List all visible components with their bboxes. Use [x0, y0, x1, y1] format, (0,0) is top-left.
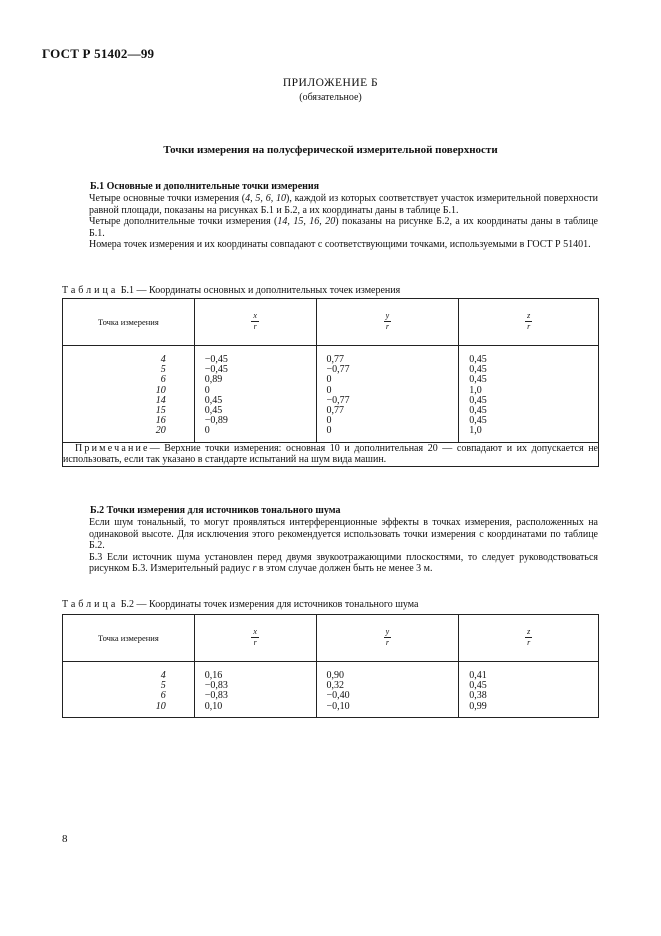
- table-b2-y-cell: 0,90: [326, 670, 345, 681]
- table-b1-point-cell: 6: [160, 374, 166, 386]
- table-b1-x-cell: 0,45: [204, 394, 223, 406]
- table-b1-col-x: $\frac{x}{r}$: [194, 299, 316, 346]
- table-b1-values-row: [63, 346, 599, 443]
- table-b2-header-row: [63, 615, 599, 662]
- table-b2-y-cell: −0,40: [326, 690, 350, 702]
- table-b1-header-row: [63, 299, 599, 346]
- table-b1-col-point: Точка измерения: [63, 299, 195, 346]
- table-b1-point-cell: 16: [155, 415, 166, 427]
- table-b2-col-y: $\frac{y}{r}$: [316, 615, 459, 662]
- section-b1-paragraph-1: Четыре основные точки измерения (4, 5, 6, 10), каждой из которых соответствует участок измерительной поверхности равной площади, показаны на рисунках Б.1 и Б.2, а их координаты даны в таблице Б.1.: [89, 193, 599, 216]
- table-b2-caption: Таблица Б.2 — Координаты точек измерения для источников тонального шума: [62, 599, 419, 610]
- table-b1-point-cell: 20: [155, 425, 166, 437]
- table-b1-point-cell: 15: [155, 404, 166, 416]
- section-b2-paragraph-1: Если шум тональный, то могут проявляться интерференционные эффекты в точках измерения, расположенных на одинаковой высоте. Для исключения этого рекомендуется использовать точки измерения с координатами по таблице Б.2.: [89, 517, 598, 552]
- section-b1-body: [62, 193, 598, 251]
- table-b2-point-cell: 5: [160, 680, 166, 692]
- table-b2-col-z: $\frac{z}{r}$: [459, 615, 599, 662]
- table-b1-z-cell: 0,45: [469, 364, 487, 376]
- table-b2-col-point: Точка измерения: [63, 615, 195, 662]
- table-b1-y-cell: 0: [326, 415, 332, 427]
- table-b1-z-cell: 0,45: [469, 374, 487, 386]
- table-b1-point-cell: 14: [155, 394, 166, 406]
- table-b1-col-z: $\frac{z}{r}$: [459, 299, 599, 346]
- table-b1-y-cell: −0,77: [326, 364, 350, 376]
- section-b1-heading: Б.1 Основные и дополнительные точки измерения: [90, 181, 320, 192]
- table-b1-y-cell: 0,77: [326, 354, 345, 365]
- table-b1-x-cell: −0,45: [204, 354, 228, 365]
- table-b2-y-cell: 0,32: [326, 680, 345, 692]
- section-b1-paragraph-3: Номера точек измерения и их координаты совпадают с соответствующими точками, используемыми в ГОСТ Р 51401.: [89, 239, 591, 251]
- table-b1-z-cell: 0,45: [469, 404, 487, 416]
- appendix-status: (обязательное): [299, 92, 362, 103]
- table-b2-point-cell: 6: [160, 690, 166, 702]
- table-b1-x-cell: 0: [204, 425, 210, 437]
- table-b1-x-cell: 0,89: [204, 374, 223, 386]
- table-b1-z-cell: 0,45: [469, 394, 487, 406]
- section-b3-paragraph: Б.3 Если источник шума установлен перед двумя звукоотражающими плоскостями, то следует руководствоваться рисунком Б.3. Измерительный радиус r в этом случае должен быть не менее 3 м.: [89, 551, 598, 575]
- table-b1-z-cell: 0,45: [469, 415, 487, 427]
- table-b2-x-cell: 0,16: [204, 670, 223, 681]
- table-b2-x-cell: −0,83: [204, 680, 228, 692]
- main-heading: Точки измерения на полусферической измерительной поверхности: [163, 144, 498, 156]
- document-header: ГОСТ Р 51402—99: [42, 46, 155, 61]
- table-b2-z-cell: 0,99: [469, 700, 487, 712]
- appendix-title: ПРИЛОЖЕНИЕ Б: [282, 77, 379, 89]
- section-b2-heading: Б.2 Точки измерения для источников тонального шума: [90, 505, 341, 516]
- section-b1-paragraph-2: Четыре дополнительные точки измерения (14, 15, 16, 20) показаны на рисунке Б.2, а их координаты даны в таблице Б.1.: [89, 216, 598, 239]
- table-b1-x-cell: 0: [204, 384, 210, 396]
- table-b2-x-cell: 0,10: [204, 700, 223, 712]
- table-b1-y-cell: 0: [326, 425, 332, 437]
- table-b1-col-y: $\frac{y}{r}$: [316, 299, 459, 346]
- table-b2-values-row: [63, 662, 599, 718]
- table-b1-note: Примечание— Верхние точки измерения: основная 10 и дополнительная 20 — совпадают и их допускается не использовать, если так указано в стандарте испытаний на шум вида машин.: [63, 442, 598, 466]
- table-b1-y-cell: 0: [326, 384, 332, 396]
- table-b1-x-cell: −0,45: [204, 364, 228, 376]
- table-b1-z-cell: 0,45: [469, 354, 487, 365]
- table-b1-point-cell: 10: [155, 384, 166, 396]
- table-b2-y-cell: −0,10: [326, 700, 350, 712]
- table-b2-z-cell: 0,41: [469, 670, 487, 681]
- table-b1-caption: Таблица Б.1 — Координаты основных и дополнительных точек измерения: [62, 285, 401, 296]
- table-b2: [62, 614, 599, 718]
- table-b1-z-cell: 1,0: [469, 425, 482, 437]
- table-b2-x-cell: −0,83: [204, 690, 228, 702]
- table-b1-y-cell: −0,77: [326, 394, 350, 406]
- table-b1-note-row: [63, 442, 599, 466]
- table-b1-y-cell: 0: [326, 374, 332, 386]
- table-b1-y-cell: 0,77: [326, 404, 345, 416]
- table-b1-point-cell: 4: [160, 354, 166, 365]
- table-b2-col-x: $\frac{x}{r}$: [194, 615, 316, 662]
- table-b2-z-cell: 0,38: [469, 690, 487, 702]
- section-b2-body: [62, 517, 598, 575]
- table-b1-point-cell: 5: [160, 364, 166, 376]
- table-b2-point-cell: 10: [155, 700, 166, 712]
- table-b1-x-cell: −0,89: [204, 415, 228, 427]
- table-b2-point-cell: 4: [160, 670, 166, 681]
- page-number: 8: [62, 833, 68, 845]
- table-b2-z-cell: 0,45: [469, 680, 487, 692]
- table-b1-x-cell: 0,45: [204, 404, 223, 416]
- table-b1-z-cell: 1,0: [469, 384, 482, 396]
- table-b1: [62, 298, 599, 467]
